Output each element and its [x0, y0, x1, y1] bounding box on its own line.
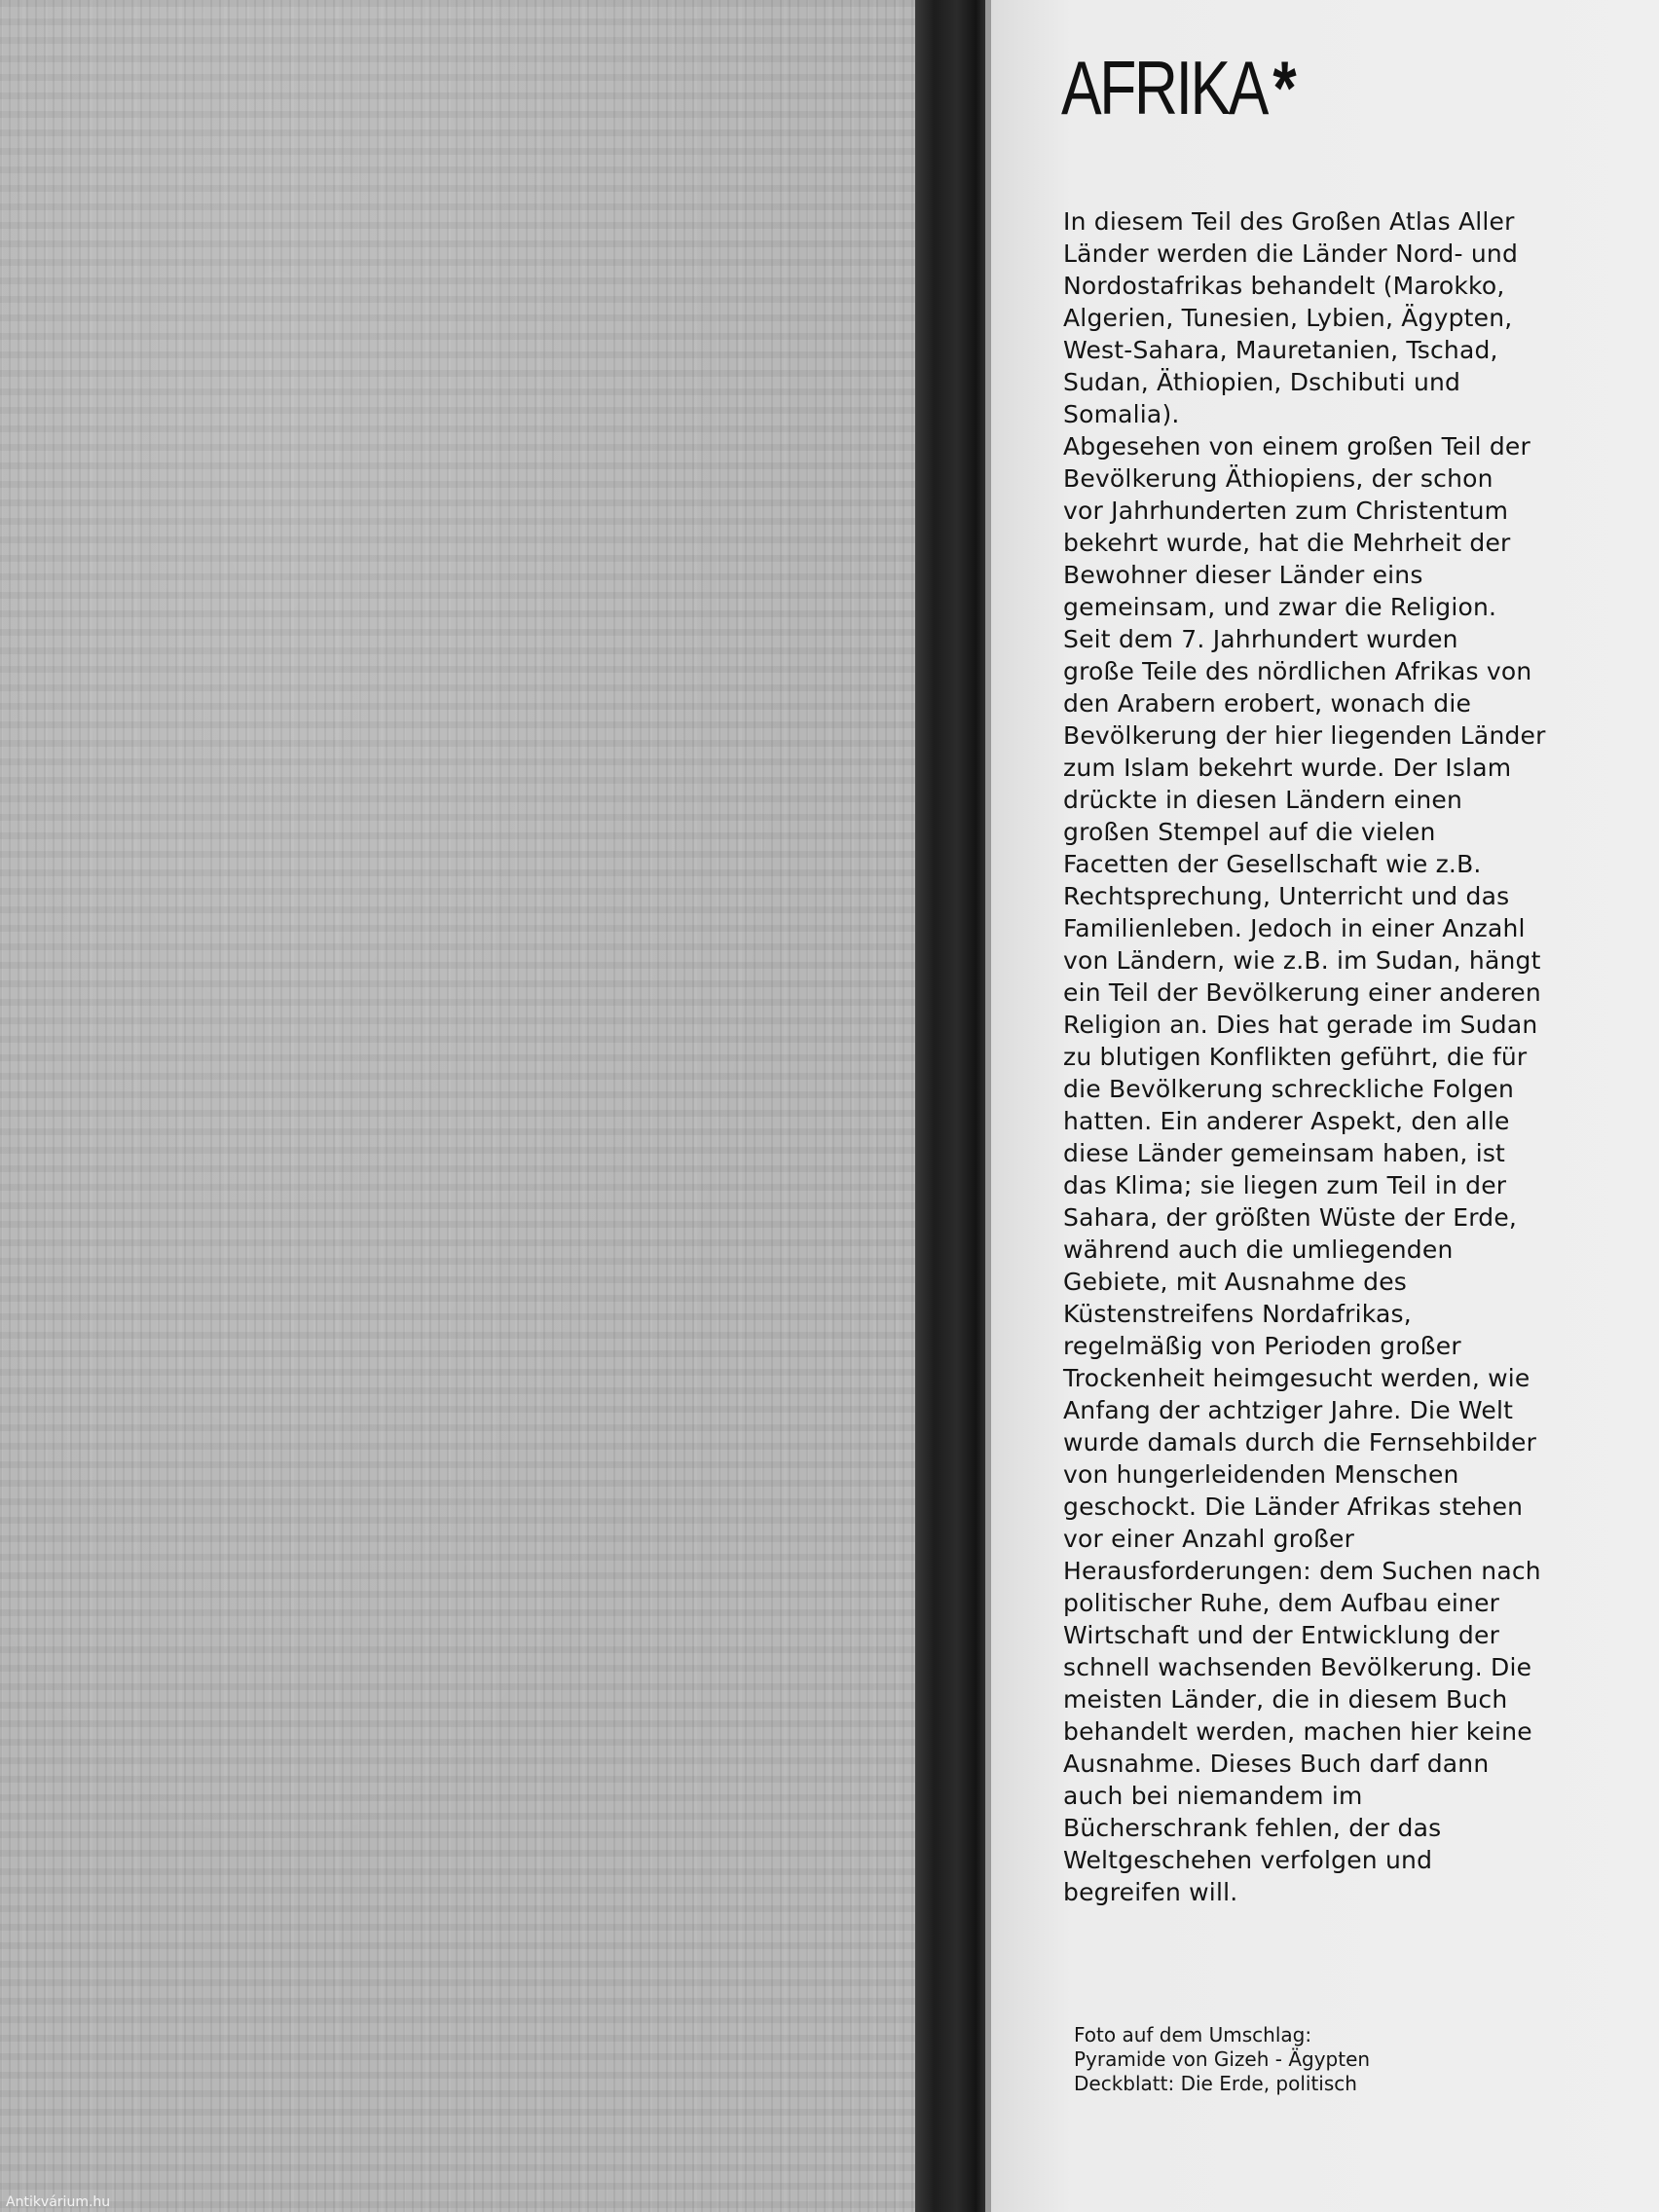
body-line: auch bei niemandem im: [1063, 1782, 1363, 1810]
body-line: Herausforderungen: dem Suchen nach: [1063, 1557, 1541, 1585]
body-line: Religion an. Dies hat gerade im Sudan: [1063, 1011, 1538, 1039]
title-text: AFRIKA: [1061, 45, 1267, 130]
title-asterisk: *: [1272, 45, 1297, 130]
body-line: Abgesehen von einem großen Teil der: [1063, 432, 1530, 461]
body-line: geschockt. Die Länder Afrikas stehen: [1063, 1493, 1524, 1521]
body-line: Bücherschrank fehlen, der das: [1063, 1814, 1442, 1842]
body-line: regelmäßig von Perioden großer: [1063, 1332, 1461, 1360]
body-line: diese Länder gemeinsam haben, ist: [1063, 1139, 1506, 1167]
body-line: Familienleben. Jedoch in einer Anzahl: [1063, 914, 1526, 942]
body-line: vor einer Anzahl großer: [1063, 1525, 1355, 1553]
body-line: die Bevölkerung schreckliche Folgen: [1063, 1075, 1515, 1103]
body-line: Gebiete, mit Ausnahme des: [1063, 1268, 1408, 1296]
body-line: Bewohner dieser Länder eins: [1063, 561, 1423, 589]
body-line: Bevölkerung der hier liegenden Länder: [1063, 721, 1546, 750]
body-line: Länder werden die Länder Nord- und: [1063, 240, 1519, 268]
body-line: gemeinsam, und zwar die Religion.: [1063, 593, 1497, 621]
body-line: Nordostafrikas behandelt (Marokko,: [1063, 272, 1505, 300]
body-line: hatten. Ein anderer Aspekt, den alle: [1063, 1107, 1510, 1135]
body-text: [1063, 205, 1647, 1908]
caption-line: Foto auf dem Umschlag:: [1074, 2023, 1312, 2046]
body-line: Seit dem 7. Jahrhundert wurden: [1063, 625, 1458, 653]
photo-caption: [1074, 2023, 1619, 2096]
body-line: vor Jahrhunderten zum Christentum: [1063, 497, 1509, 525]
watermark: Antikvárium.hu: [6, 2194, 111, 2210]
body-line: Ausnahme. Dieses Buch darf dann: [1063, 1750, 1490, 1778]
body-line: drückte in diesen Ländern einen: [1063, 786, 1463, 814]
body-line: den Arabern erobert, wonach die: [1063, 689, 1472, 718]
body-line: von Ländern, wie z.B. im Sudan, hängt: [1063, 946, 1541, 975]
body-line: das Klima; sie liegen zum Teil in der: [1063, 1171, 1507, 1199]
book-spine: [915, 0, 991, 2212]
body-line: Anfang der achtziger Jahre. Die Welt: [1063, 1396, 1514, 1424]
caption-line: Pyramide von Gizeh - Ägypten: [1074, 2047, 1371, 2071]
body-line: Somalia).: [1063, 400, 1180, 428]
body-line: wurde damals durch die Fernsehbilder: [1063, 1428, 1537, 1456]
caption-line: Deckblatt: Die Erde, politisch: [1074, 2072, 1357, 2095]
body-line: Küstenstreifens Nordafrikas,: [1063, 1300, 1412, 1328]
body-line: Bevölkerung Äthiopiens, der schon: [1063, 464, 1493, 493]
body-line: bekehrt wurde, hat die Mehrheit der: [1063, 529, 1511, 557]
body-line: Sahara, der größten Wüste der Erde,: [1063, 1203, 1518, 1232]
body-line: zu blutigen Konflikten geführt, die für: [1063, 1043, 1528, 1071]
body-line: politischer Ruhe, dem Aufbau einer: [1063, 1589, 1500, 1617]
body-line: begreifen will.: [1063, 1878, 1238, 1906]
body-line: große Teile des nördlichen Afrikas von: [1063, 657, 1532, 685]
body-line: West-Sahara, Mauretanien, Tschad,: [1063, 336, 1498, 364]
body-line: In diesem Teil des Großen Atlas Aller: [1063, 207, 1515, 236]
body-line: meisten Länder, die in diesem Buch: [1063, 1685, 1508, 1714]
body-line: Algerien, Tunesien, Lybien, Ägypten,: [1063, 304, 1513, 332]
body-line: behandelt werden, machen hier keine: [1063, 1717, 1532, 1746]
body-line: schnell wachsenden Bevölkerung. Die: [1063, 1653, 1532, 1681]
body-line: großen Stempel auf die vielen: [1063, 818, 1436, 846]
body-line: von hungerleidenden Menschen: [1063, 1460, 1459, 1489]
body-line: Sudan, Äthiopien, Dschibuti und: [1063, 368, 1461, 396]
body-line: Trockenheit heimgesucht werden, wie: [1063, 1364, 1530, 1392]
page-title: [1061, 39, 1297, 136]
body-line: zum Islam bekehrt wurde. Der Islam: [1063, 754, 1512, 782]
body-line: während auch die umliegenden: [1063, 1235, 1454, 1264]
body-line: ein Teil der Bevölkerung einer anderen: [1063, 978, 1541, 1007]
body-line: Rechtsprechung, Unterricht und das: [1063, 882, 1510, 910]
body-line: Weltgeschehen verfolgen und: [1063, 1846, 1433, 1874]
body-line: Wirtschaft und der Entwicklung der: [1063, 1621, 1500, 1649]
body-line: Facetten der Gesellschaft wie z.B.: [1063, 850, 1482, 878]
